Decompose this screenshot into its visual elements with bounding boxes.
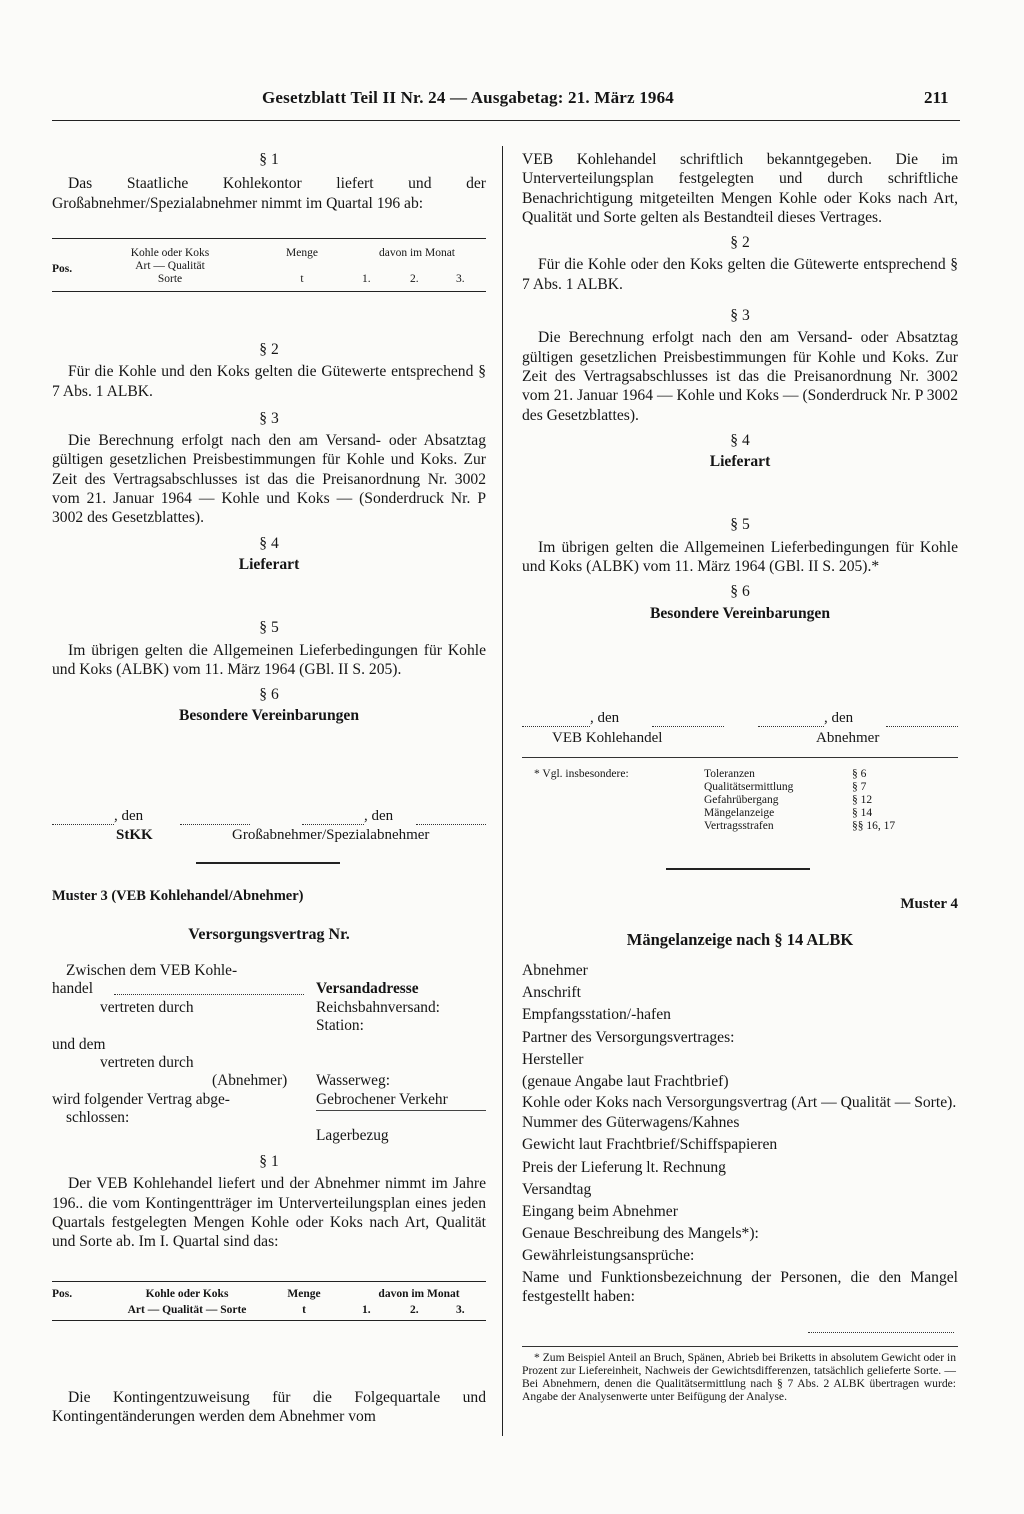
form-text: und dem xyxy=(52,1036,106,1053)
table-header-art: Art — Qualität — Sorte xyxy=(127,1304,247,1316)
table-header-kohle: Kohle oder Koks xyxy=(145,1288,229,1300)
vgl-item xyxy=(704,794,924,807)
form-heading: Versandadresse xyxy=(316,980,419,997)
signatory-left: VEB Kohlehandel xyxy=(552,730,663,746)
vgl-item xyxy=(704,820,924,833)
section-title: Lieferart xyxy=(709,453,771,471)
signature-line xyxy=(522,714,590,727)
signature-block-left xyxy=(52,808,486,848)
left-column-sections xyxy=(52,340,486,726)
form-field-label: Abnehmer xyxy=(522,962,588,979)
vgl-item xyxy=(704,768,924,781)
form-field-label: Nummer des Güterwagens/Kahnes xyxy=(522,1114,740,1132)
paragraph: VEB Kohlehandel schriftlich bekanntgegeben. Die im Unterverteilungsplan festgelegten und durch schriftliche Benachrichtigung mitgeteilten Mengen Kohle oder Koks nach Art, Qualität und Sorte gelten als Bestandteil dieses Vertrages. xyxy=(522,151,958,226)
running-title: Gesetzblatt Teil II Nr. 24 — Ausgabetag: 21. März 1964 xyxy=(262,88,675,107)
left-bottom-paragraph xyxy=(52,1388,486,1427)
table-header-davon: davon im Monat xyxy=(378,247,456,259)
vgl-item-name: Mängelanzeige xyxy=(704,807,775,819)
section-mark: § 3 xyxy=(730,307,750,325)
section-mark: § 6 xyxy=(730,583,750,601)
table-rule xyxy=(52,291,486,292)
delivery-table-1 xyxy=(52,238,486,292)
paragraph: Für die Kohle und den Koks gelten die Gütewerte entsprechend § 7 Abs. 1 ALBK. xyxy=(52,363,486,400)
table-rule xyxy=(52,1320,486,1321)
muster4-label: Muster 4 xyxy=(900,896,958,912)
form-field-label: Versandtag xyxy=(522,1180,592,1198)
table-header-pos: Pos. xyxy=(52,263,73,275)
table-header-kohle: Kohle oder Koks xyxy=(130,247,210,259)
paragraph: Im übrigen gelten die Allgemeinen Lieferbedingungen für Kohle und Koks (ALBK) vom 11. März 1964 (GBl. II S. 205).* xyxy=(522,538,958,576)
table-header-unit: t xyxy=(300,273,304,285)
form-field-label: Empfangsstation/-hafen xyxy=(522,1006,671,1024)
form-field-label: Eingang beim Abnehmer xyxy=(522,1203,678,1221)
section-mark: § 5 xyxy=(730,516,750,534)
den-label: , den xyxy=(364,808,394,824)
form-text: vertreten durch xyxy=(100,999,194,1016)
table-header-month-1: 1. xyxy=(362,1304,371,1316)
right-column xyxy=(522,150,958,623)
table-header-month-1: 1. xyxy=(362,273,371,285)
form-text: (Abnehmer) xyxy=(212,1072,288,1089)
paragraph: Im übrigen gelten die Allgemeinen Lieferbedingungen für Kohle und Koks (ALBK) vom 11. März 1964 (GBl. II S. 205). xyxy=(52,641,486,678)
form-text: Reichsbahnversand: xyxy=(316,999,440,1016)
vgl-item-ref: § 14 xyxy=(852,807,873,819)
den-label: , den xyxy=(590,710,620,726)
versorgungsvertrag-title: Versorgungsvertrag Nr. xyxy=(188,926,350,943)
date-line xyxy=(180,812,250,825)
form-text: handel xyxy=(52,980,94,997)
form-text: wird folgender Vertrag abge- xyxy=(52,1091,230,1108)
separator-rule xyxy=(196,862,340,864)
paragraph: Für die Kohle oder den Koks gelten die Gütewerte entsprechend § 7 Abs. 1 ALBK. xyxy=(522,256,958,293)
table-header-menge: Menge xyxy=(287,1288,321,1300)
form-text: Lagerbezug xyxy=(316,1127,389,1144)
date-line xyxy=(652,714,724,727)
section-mark: § 6 xyxy=(259,686,279,704)
section-title: Besondere Vereinbarungen xyxy=(649,604,831,622)
signature-line xyxy=(52,812,114,825)
date-line xyxy=(886,714,958,727)
vgl-item-ref: §§ 16, 17 xyxy=(852,820,896,832)
vgl-item-ref: § 12 xyxy=(852,794,873,806)
form-field-label: Partner des Versorgungsvertrages: xyxy=(522,1028,735,1046)
table-header-sorte: Sorte xyxy=(157,273,183,285)
vgl-list xyxy=(704,768,924,833)
section-mark: § 4 xyxy=(259,534,279,552)
form-field-label: Anschrift xyxy=(522,984,581,1002)
form-rule xyxy=(316,1110,486,1111)
section-mark: § 2 xyxy=(259,341,279,358)
vgl-item xyxy=(704,807,924,820)
vgl-item-name: Qualitätsermittlung xyxy=(704,781,794,793)
vgl-item xyxy=(704,781,924,794)
form-field-label: Preis der Lieferung lt. Rechnung xyxy=(522,1158,726,1176)
table-header-month-2: 2. xyxy=(410,1304,419,1316)
vgl-label: * Vgl. insbesondere: xyxy=(534,768,629,780)
table-header-unit: t xyxy=(302,1304,306,1316)
signature-block-right xyxy=(522,710,958,750)
signatory-right: Abnehmer xyxy=(816,730,880,746)
maengelanzeige-fields xyxy=(522,960,958,1306)
form-text: schlossen: xyxy=(66,1109,130,1126)
signatory-left: StKK xyxy=(116,827,153,843)
page-number: 211 xyxy=(924,88,949,107)
vgl-item-ref: § 7 xyxy=(852,781,867,793)
paragraph: Der VEB Kohlehandel liefert und der Abnehmer nimmt im Jahre 196.. die vom Kontingentträger im Unterverteilungsplan eines jeden Quartals festgelegten Mengen Kohle oder Koks nach Art, Qualität und Sorte ab. Im I. Quartal sind das: xyxy=(52,1175,486,1251)
section-mark: § 5 xyxy=(259,619,279,637)
paragraph: Die Berechnung erfolgt nach den am Versand- oder Absatztag gültigen gesetzlichen Preisbestimmungen für Kohle und Koks. Zur Zeit des Vertragsabschlusses ist das die Preisanordnung Nr. 3002 vom 21. Januar 1964 — Kohle und Koks — (Sonderdruck Nr. P 3002 des Gesetzblattes). xyxy=(522,329,958,424)
column-divider xyxy=(502,146,503,1436)
left-column xyxy=(52,150,486,213)
form-text: Gebrochener Verkehr xyxy=(316,1091,448,1108)
footnote-rule xyxy=(522,757,958,758)
form-field-label: Gewährleistungsansprüche: xyxy=(522,1247,695,1265)
contract-form xyxy=(52,960,486,1150)
table-header-month-3: 3. xyxy=(456,273,465,285)
section-mark: § 2 xyxy=(730,234,750,252)
section-mark: § 4 xyxy=(730,431,750,449)
form-text: Station: xyxy=(316,1017,364,1034)
section-mark: § 1 xyxy=(259,151,279,168)
signature-line xyxy=(808,1320,954,1333)
form-text: Zwischen dem VEB Kohle- xyxy=(66,962,238,979)
form-field-label: Kohle oder Koks nach Versorgungsvertrag (Art — Qualität — Sorte). xyxy=(522,1094,957,1112)
signature-line xyxy=(302,812,364,825)
vgl-item-name: Gefahrübergang xyxy=(704,794,779,806)
den-label: , den xyxy=(824,710,854,726)
table-header-davon: davon im Monat xyxy=(378,1288,460,1300)
form-field-label: Gewicht laut Frachtbrief/Schiffspapieren xyxy=(522,1136,778,1154)
vgl-item-name: Vertragsstrafen xyxy=(704,820,774,832)
den-label: , den xyxy=(114,808,144,824)
paragraph: Die Kontingentzuweisung für die Folgequartale und Kontingentänderungen werden dem Abnehmer vom xyxy=(52,1389,486,1426)
section-mark: § 1 xyxy=(259,1153,279,1170)
signature-line xyxy=(758,714,824,727)
section-title: Besondere Vereinbarungen xyxy=(178,707,360,725)
section-mark: § 3 xyxy=(259,409,279,427)
vgl-item-name: Toleranzen xyxy=(704,768,755,780)
table-header-month-2: 2. xyxy=(410,273,419,285)
vgl-item-ref: § 6 xyxy=(852,768,867,780)
separator-rule xyxy=(666,868,810,870)
form-field-label: (genaue Angabe laut Frachtbrief) xyxy=(522,1073,729,1091)
table-header-month-3: 3. xyxy=(456,1304,465,1316)
table-header-pos: Pos. xyxy=(52,1288,73,1300)
form-text: Wasserweg: xyxy=(316,1072,390,1089)
section-title: Lieferart xyxy=(238,555,300,573)
table-header-art: Art — Qualität xyxy=(135,260,205,272)
form-text: vertreten durch xyxy=(100,1054,194,1071)
table-header-menge: Menge xyxy=(286,247,318,259)
muster3-title: Muster 3 (VEB Kohlehandel/Abnehmer) xyxy=(52,888,304,904)
delivery-table-2 xyxy=(52,1281,486,1321)
paragraph: Die Berechnung erfolgt nach den am Versand- oder Absatztag gültigen gesetzlichen Preisbestimmungen für Kohle und Koks. Zur Zeit des Vertragsabschlusses ist das die Preisanordnung Nr. 3002 vom 21. Januar 1964 — Kohle und Koks — (Sonderdruck Nr. P 3002 des Gesetzblattes). xyxy=(52,432,486,527)
footnote: * Zum Beispiel Anteil an Bruch, Spänen, Abrieb bei Briketts in absolutem Gewicht oder in Prozent zur Liefereinheit, Nachweis der Gewichtsdifferenzen, tatsächlich gelieferte Sorte. — Bei Abnehmern, denen die Qualitätsermittlung nach § 7 Abs. 2 ALBK übertragen wurde: Angabe der Analysenwerte unter Beifügung der Analyse. xyxy=(522,1351,956,1403)
form-field-line xyxy=(114,982,304,995)
date-line xyxy=(416,812,486,825)
signatory-right: Großabnehmer/Spezialabnehmer xyxy=(232,827,430,843)
paragraph: Das Staatliche Kohlekontor liefert und der Großabnehmer/Spezialabnehmer nimmt im Quartal 196 ab: xyxy=(52,175,486,212)
form-field-label: Genaue Beschreibung des Mangels*): xyxy=(522,1225,759,1243)
muster3-section-1 xyxy=(52,1152,486,1251)
footnote-rule xyxy=(522,1346,958,1347)
form-field-label: Hersteller xyxy=(522,1050,584,1068)
header-rule xyxy=(52,120,960,121)
maengelanzeige-title: Mängelanzeige nach § 14 ALBK xyxy=(626,930,854,949)
form-field-label: Name und Funktionsbezeichnung der Personen, die den Mangel festgestellt haben: xyxy=(522,1268,958,1305)
